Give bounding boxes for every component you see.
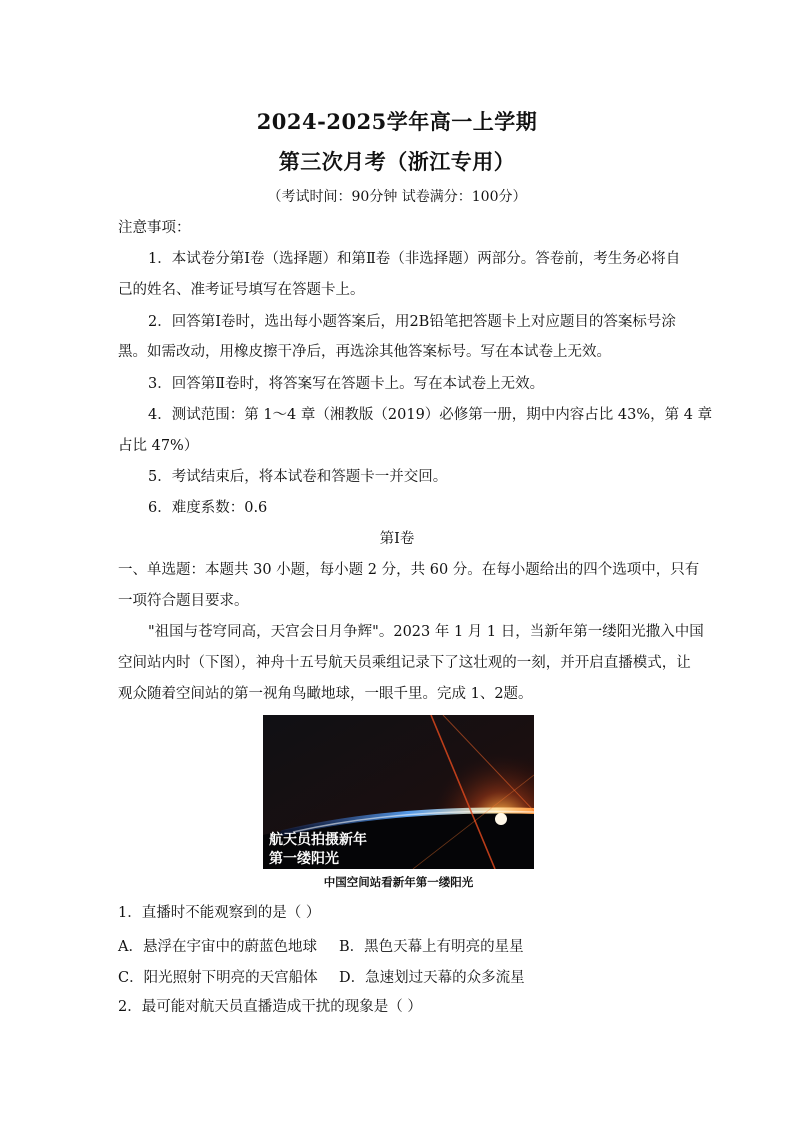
- passage-line3: 观众随着空间站的第一视角鸟瞰地球，一眼千里。完成 1、2题。: [118, 686, 533, 702]
- section-label: 第Ⅰ卷: [379, 531, 415, 547]
- notice-heading: 注意事项：: [118, 220, 191, 236]
- question-1-option-c: C．阳光照射下明亮的天宫船体: [118, 970, 318, 986]
- exam-title-year: 2024-2025学年高一上学期: [256, 109, 538, 134]
- notice-item-4-line2: 占比 47%）: [118, 438, 199, 454]
- question-1-option-a: A．悬浮在宇宙中的蔚蓝色地球: [118, 939, 317, 955]
- passage-line1: "祖国与苍穹同高，天宫会日月争辉"。2023 年 1 月 1 日，当新年第一缕阳光撒入中国: [148, 624, 704, 640]
- passage-line2: 空间站内时（下图），神舟十五号航天员乘组记录下了这壮观的一刻，并开启直播模式，让: [118, 655, 691, 671]
- space-station-photo: [263, 715, 534, 869]
- section-intro-line1: 一、单选题：本题共 30 小题，每小题 2 分，共 60 分。在每小题给出的四个选项中，只有: [118, 562, 700, 578]
- question-2-stem: 2．最可能对航天员直播造成干扰的现象是（ ）: [118, 999, 422, 1015]
- question-1-option-d: D．急速划过天幕的众多流星: [339, 970, 525, 986]
- notice-item-5: 5．考试结束后，将本试卷和答题卡一并交回。: [148, 469, 448, 485]
- question-1-stem: 1．直播时不能观察到的是（ ）: [118, 905, 321, 921]
- figure-caption: 中国空间站看新年第一缕阳光: [323, 875, 474, 889]
- notice-item-4-line1: 4．测试范围：第 1～4 章（湘教版（2019）必修第一册，期中内容占比 43%，第 4 章: [148, 407, 713, 423]
- notice-item-1-line2: 己的姓名、准考证号填写在答题卡上。: [118, 282, 365, 298]
- notice-item-3: 3．回答第Ⅱ卷时，将答案写在答题卡上。写在本试卷上无效。: [148, 376, 545, 392]
- notice-item-6: 6．难度系数：0.6: [148, 500, 268, 516]
- exam-title-name: 第三次月考（浙江专用）: [278, 149, 516, 174]
- photo-overlay-text-line1: 航天员拍摄新年: [269, 832, 367, 848]
- section-intro-line2: 一项符合题目要求。: [118, 593, 249, 609]
- exam-time-info: （考试时间：90分钟 试卷满分：100分）: [267, 189, 527, 205]
- question-1-option-b: B．黑色天幕上有明亮的星星: [339, 939, 524, 955]
- notice-item-2-line2: 黑。如需改动，用橡皮擦干净后，再选涂其他答案标号。写在本试卷上无效。: [118, 344, 611, 360]
- photo-overlay-text-line2: 第一缕阳光: [269, 851, 339, 867]
- notice-item-1-line1: 1．本试卷分第Ⅰ卷（选择题）和第Ⅱ卷（非选择题）两部分。答卷前，考生务必将自: [148, 251, 681, 267]
- notice-item-2-line1: 2．回答第Ⅰ卷时，选出每小题答案后，用2B铅笔把答题卡上对应题目的答案标号涂: [148, 314, 676, 330]
